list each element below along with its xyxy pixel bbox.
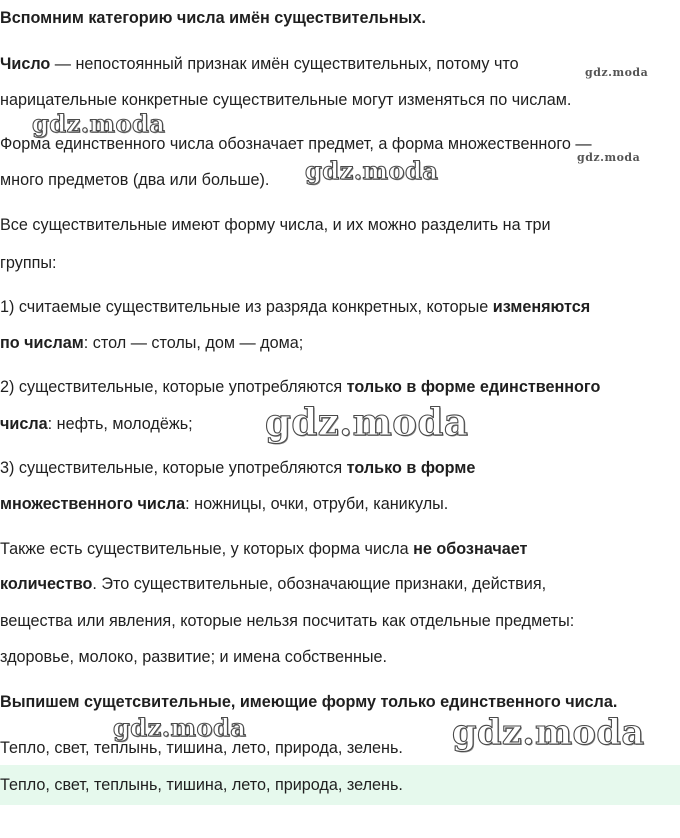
watermark: gdz.moda <box>32 109 166 138</box>
watermark: gdz.moda <box>305 156 439 185</box>
words-line: Тепло, свет, теплынь, тишина, лето, природа, зелень. <box>0 739 403 757</box>
also-line-2: количество. Это существительные, обозначающие признаки, действия, <box>0 575 547 593</box>
term-number: Число <box>0 55 51 73</box>
group-3-line-1: 3) существительные, которые употребляются только в форме <box>0 459 476 477</box>
groups-intro-1: Все существительные имеют форму числа, и их можно разделить на три <box>0 216 551 234</box>
group-3-line-2: множественного числа: ножницы, очки, отруби, каникулы. <box>0 495 449 513</box>
also-line-3: вещества или явления, которые нельзя посчитать как отдельные предметы: <box>0 612 575 630</box>
groups-intro-2: группы: <box>0 254 57 272</box>
also-line-1: Также есть существительные, у которых форма числа не обозначает <box>0 540 528 558</box>
answer-text: Тепло, свет, теплынь, тишина, лето, природа, зелень. <box>0 776 403 794</box>
answer-box <box>0 765 680 805</box>
watermark: gdz.moda <box>452 712 645 753</box>
group-2-line-2: числа: нефть, молодёжь; <box>0 415 193 433</box>
definition-line-2: нарицательные конкретные существительные могут изменяться по числам. <box>0 91 572 109</box>
group-1-line-2: по числам: стол — столы, дом — дома; <box>0 334 304 352</box>
watermark: gdz.moda <box>577 151 641 164</box>
group-1-line-1: 1) считаемые существительные из разряда конкретных, которые изменяются <box>0 298 591 316</box>
watermark: gdz.moda <box>585 66 649 79</box>
also-line-4: здоровье, молоко, развитие; и имена собственные. <box>0 648 388 666</box>
definition-line-1: Число — непостоянный признак имён существительных, потому что <box>0 55 519 73</box>
heading: Вспомним категорию числа имён существительных. <box>0 9 426 27</box>
watermark: gdz.moda <box>265 400 469 444</box>
definition-line-3: Форма единственного числа обозначает предмет, а форма множественного — <box>0 135 592 153</box>
definition-line-4: много предметов (два или больше). <box>0 171 270 189</box>
group-2-line-1: 2) существительные, которые употребляются только в форме единственного <box>0 378 601 396</box>
watermark: gdz.moda <box>113 713 247 742</box>
task-heading: Выпишем сущетсвительные, имеющие форму только единственного числа. <box>0 693 618 711</box>
